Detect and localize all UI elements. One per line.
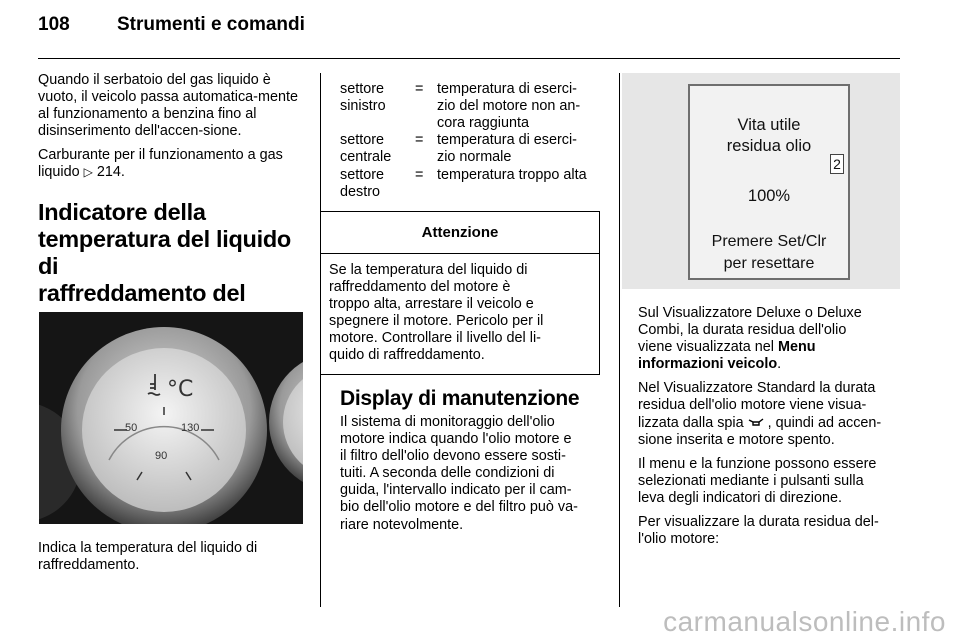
page-number: 108 (38, 14, 70, 35)
warning-line: Se la temperatura del liquido di (329, 262, 528, 278)
legend-key: sinistro (340, 98, 386, 115)
coolant-heading-line-3: raffreddamento del (38, 279, 246, 306)
menu-line: selezionati mediante i pulsanti sulla (638, 472, 864, 489)
maintenance-section (340, 386, 605, 534)
warning-line: quido di raffreddamento. (329, 347, 485, 364)
warning-line: troppo alta, arrestare il veicolo e (329, 296, 534, 313)
warning-line: motore. Controllare il livello del li- (329, 330, 541, 347)
section-title: Strumenti e comandi (117, 14, 305, 35)
gauge-tick-90: 90 (155, 450, 168, 462)
standard-line: , quindi ad accen- (767, 414, 882, 431)
display-line-4: per resettare (723, 255, 815, 272)
display-percent: 100% (747, 187, 791, 205)
legend-key: settore (340, 81, 384, 97)
standard-line: residua dell'olio motore viene visua- (638, 397, 867, 414)
deluxe-line: Combi, la durata residua dell'olio (638, 322, 847, 339)
maintenance-line: Il sistema di monitoraggio dell'olio (340, 414, 555, 430)
legend-row-right (340, 167, 607, 201)
maintenance-line: motore indica quando l'olio motore e (340, 431, 572, 448)
legend-value: temperatura di eserci- (437, 81, 577, 97)
menu-line: leva degli indicatori di direzione. (638, 489, 842, 506)
legend-value: temperatura troppo alta (437, 167, 587, 183)
legend-key: settore (340, 167, 384, 183)
legend-value: temperatura di eserci- (437, 132, 577, 148)
standard-line: Nel Visualizzatore Standard la durata (638, 380, 876, 397)
warning-box (320, 211, 600, 375)
menu-name-2: informazioni veicolo (638, 356, 778, 373)
column-3-text (638, 305, 903, 555)
legend-row-left (340, 81, 607, 132)
coolant-gauge-photo (39, 312, 303, 524)
legend-key: centrale (340, 149, 392, 166)
menu-line: Il menu e la funzione possono essere (638, 455, 877, 472)
header-rule (38, 58, 900, 59)
maintenance-line: bio dell'olio motore e del filtro può va- (340, 499, 578, 516)
lpg-reference (38, 147, 308, 181)
display-page-badge: 2 (830, 154, 844, 174)
column-divider-right (619, 73, 620, 607)
coolant-heading-line-2: temperatura del liquido di (38, 225, 291, 279)
watermark: carmanualsonline.info (663, 606, 946, 637)
coolant-heading-line-1: Indicatore della (38, 198, 206, 225)
legend-equals: = (415, 81, 424, 97)
warning-line: spegnere il motore. Pericolo per il (329, 313, 544, 330)
maintenance-line: riare notevolmente. (340, 516, 464, 533)
legend-key: destro (340, 184, 380, 201)
lpg-reference-page: 214. (96, 164, 125, 181)
column-1 (38, 72, 308, 334)
gauge-tick-50: 50 (125, 422, 138, 434)
display-line-3: Premere Set/Clr (711, 233, 827, 250)
maintenance-line: il filtro dell'olio devono essere sosti- (340, 448, 566, 465)
lpg-paragraph: Quando il serbatoio del gas liquido è vuoto, il veicolo passa automatica-mente al funzionamento a benzina fino al disinserimento dell'accen-sione. (38, 72, 298, 140)
legend-table (340, 81, 605, 209)
menu-paragraph (638, 456, 903, 507)
menu-name: Menu (778, 339, 816, 356)
standard-paragraph (638, 380, 903, 448)
legend-key: settore (340, 132, 384, 148)
instructions-line: Per visualizzare la durata residua del- (638, 514, 879, 531)
display-instructions-paragraph (638, 514, 903, 548)
standard-line: lizzata dalla spia (638, 414, 748, 431)
page-ref-arrow-icon: ▷ (83, 165, 93, 180)
warning-line: raffreddamento del motore è (329, 279, 511, 296)
legend-equals: = (415, 167, 424, 183)
maintenance-line: tuiti. A seconda delle condizioni di (340, 465, 555, 482)
display-line-2: residua olio (726, 137, 812, 155)
oil-can-icon (748, 415, 768, 431)
deluxe-end: . (777, 356, 782, 373)
legend-value: zio normale (437, 149, 512, 166)
gauge-tick-130: 130 (181, 422, 200, 434)
legend-equals: = (415, 132, 424, 148)
legend-value: zio del motore non an- (437, 98, 581, 115)
warning-title: Attenzione (321, 212, 599, 254)
oil-life-display (688, 84, 850, 280)
legend-row-center (340, 132, 607, 166)
deluxe-line: Sul Visualizzatore Deluxe o Deluxe (638, 305, 862, 321)
deluxe-paragraph (638, 305, 903, 373)
deluxe-line: viene visualizzata nel (638, 339, 778, 356)
warning-body (321, 254, 599, 365)
instructions-line: l'olio motore: (638, 531, 720, 548)
maintenance-line: guida, l'intervallo indicato per il cam- (340, 482, 572, 499)
lpg-reference-text: Carburante per il funzionamento a gas liquido (38, 147, 283, 181)
maintenance-heading: Display di manutenzione (340, 387, 580, 410)
gauge-caption: Indica la temperatura del liquido di raffreddamento. (38, 540, 258, 574)
standard-line: sione inserita e motore spento. (638, 431, 835, 448)
gauge-unit-label: °C (167, 377, 194, 402)
display-line-1: Vita utile (737, 116, 801, 134)
legend-value: cora raggiunta (437, 115, 530, 132)
